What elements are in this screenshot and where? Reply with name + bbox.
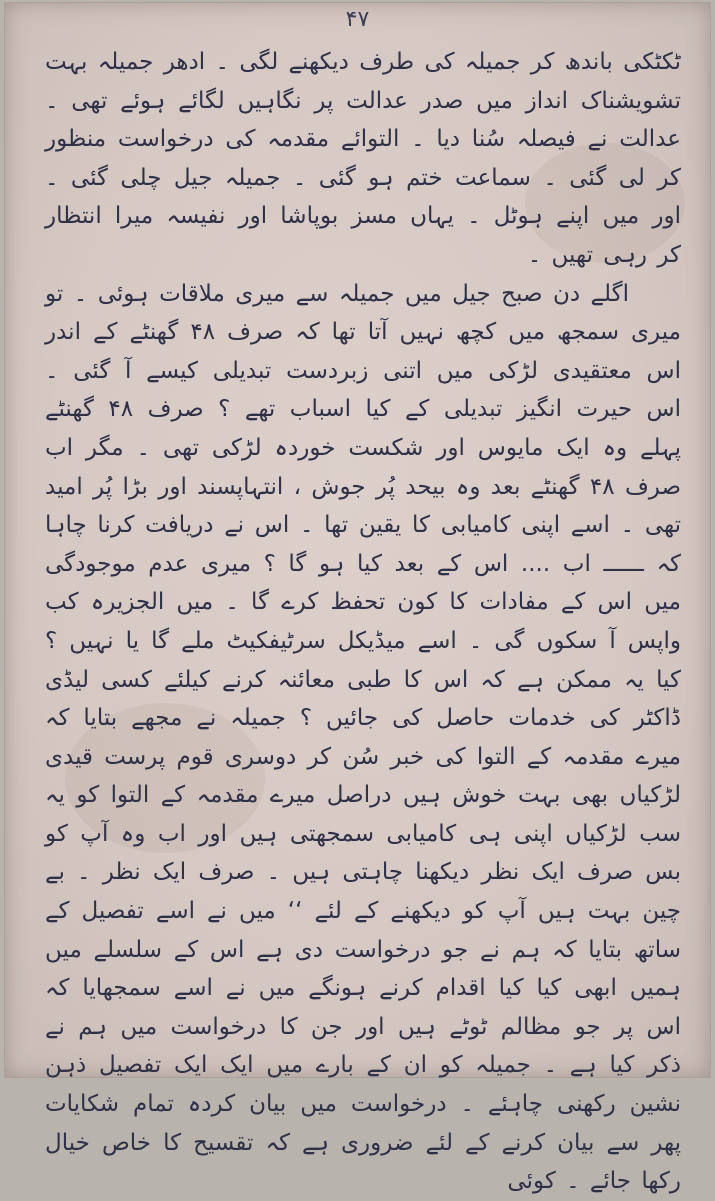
- page-number: ۴۷: [345, 7, 370, 32]
- paragraph: اگلے دن صبح جیل میں جمیلہ سے میری ملاقات ہوئی ۔ تو میری سمجھ میں کچھ نہیں آتا تھا کہ صرف ۴۸ گھنٹے کے اندر اس معتقیدی لڑکی میں اتنی زبردست تبدیلی کیسے آ گئی ۔ اس حیرت انگیز تبدیلی کے کیا اسباب تھے ؟ صرف ۴۸ گھنٹے پہلے وہ ایک مایوس اور شکست خوردہ لڑکی تھی ۔ مگر اب صرف ۴۸ گھنٹے بعد وہ بیحد پُر جوش ، انتہاپسند اور بڑا پُر امید تھی ۔ اسے اپنی کامیابی کا یقین تھا ۔ اس نے دریافت کرنا چاہا کہ ــــــ اب .... اس کے بعد کیا ہو گا ؟ میری عدم موجودگی میں اس کے مفادات کا کون تحفظ کرے گا ۔ میں الجزیرہ کب واپس آ سکوں گی ۔ اسے میڈیکل سرٹیفکیٹ ملے گا یا نہیں ؟ کیا یہ ممکن ہے کہ اس کا طبی معائنہ کرنے کیلئے کسی لیڈی ڈاکٹر کی خدمات حاصل کی جائیں ؟ جمیلہ نے مجھے بتایا کہ میرے مقدمہ کے التوا کی خبر سُن کر دوسری قوم پرست قیدی لڑکیاں بھی بہت خوش ہیں دراصل میرے مقدمہ کے التوا کو یہ سب لڑکیاں اپنی ہی کامیابی سمجھتی ہیں اور اب وہ آپ کو بس صرف ایک نظر دیکھنا چاہتی ہیں ۔ صرف ایک نظر ۔ بے چین بہت ہیں آپ کو دیکھنے کے لئے ‘‘ میں نے اسے تفصیل کے ساتھ بتایا کہ ہم نے جو درخواست دی ہے اس کے سلسلے میں ہمیں ابھی کیا کیا اقدام کرنے ہونگے میں نے اسے سمجھایا کہ اس پر جو مظالم ٹوٹے ہیں اور جن کا درخواست میں ہم نے ذکر کیا ہے ۔ جمیلہ کو ان کے بارے میں ایک ایک تفصیل ذہن نشین رکھنی چاہئے ۔ درخواست میں بیان کردہ تمام شکایات پھر سے بیان کرنے کے لئے ضروری ہے کہ تقسیح کا خاص خیال رکھا جائے ۔ کوئی: [45, 280, 682, 1195]
- paragraph: ٹکٹکی باندھ کر جمیلہ کی طرف دیکھنے لگی ۔ ادھر جمیلہ بہت تشویشناک انداز میں صدر عدالت پر نگاہیں لگائے ہوئے تھی ۔ عدالت نے فیصلہ سُنا دیا ۔ التوائے مقدمہ کی درخواست منظور کر لی گئی ۔ سماعت ختم ہو گئی ۔ جمیلہ جیل چلی گئی ۔ اور میں اپنے ہوٹل ۔ یہاں مسز بوپاشا اور نفیسہ میرا انتظار کر رہی تھیں ۔: [45, 49, 681, 268]
- scanned-page: [4, 2, 711, 1195]
- body-text: [45, 43, 681, 1201]
